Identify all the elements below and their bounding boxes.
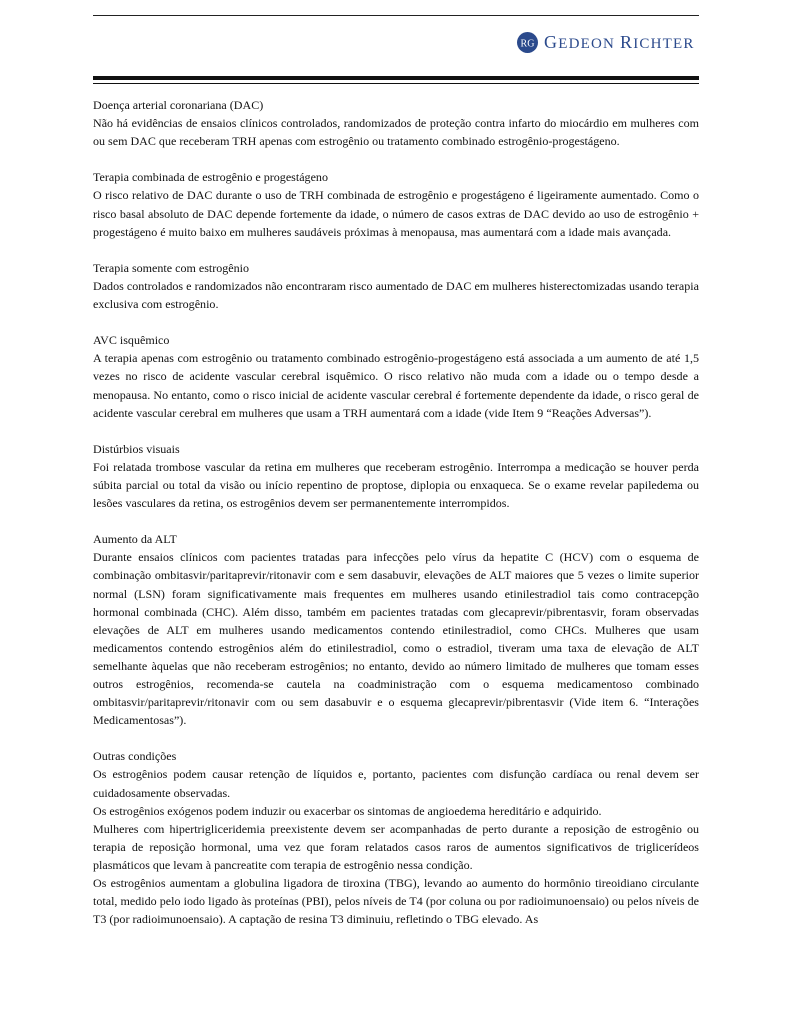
logo-mark-icon bbox=[517, 32, 538, 53]
section-paragraph: A terapia apenas com estrogênio ou tratamento combinado estrogênio-progestágeno está associada a um aumento de até 1,5 vezes no risco de acidente vascular cerebral isquêmico. O risco relativo não muda com a idade ou o tempo desde a menopausa. No entanto, como o risco inicial de acidente vascular cerebral é fortemente dependente da idade, o risco geral de acidente vascular cerebral em mulheres que usam a TRH aumentará com a idade (vide Item 9 “Reações Adversas”). bbox=[93, 351, 699, 420]
section-paragraph: Dados controlados e randomizados não encontraram risco aumentado de DAC em mulheres histerectomizadas usando terapia exclusiva com estrogênio. bbox=[93, 278, 699, 312]
section-heading: Terapia combinada de estrogênio e progestágeno bbox=[93, 170, 328, 185]
section bbox=[93, 259, 699, 313]
section bbox=[93, 168, 699, 240]
section bbox=[93, 530, 699, 729]
document-body bbox=[93, 96, 699, 946]
top-rule bbox=[93, 15, 699, 16]
brand-name: GEDEON RICHTER bbox=[544, 31, 695, 52]
section bbox=[93, 331, 699, 421]
section-heading: Doença arterial coronariana (DAC) bbox=[93, 98, 264, 112]
section bbox=[93, 747, 699, 928]
section-heading: Terapia somente com estrogênio bbox=[93, 260, 250, 275]
section-paragraph: Mulheres com hipertrigliceridemia preexistente devem ser acompanhadas de perto durante a reposição de estrogênio ou terapia de reposição hormonal, uma vez que foram relatados casos raros de aumentos significativos de triglicerídeos plasmáticos que levam à pancreatite com terapia de estrogênio nessa condição. bbox=[93, 821, 699, 872]
header-rule-thin bbox=[93, 83, 699, 84]
section-heading: Distúrbios visuais bbox=[93, 441, 180, 456]
section-heading: Outras condições bbox=[93, 749, 177, 764]
section-paragraph: O risco relativo de DAC durante o uso de TRH combinada de estrogênio e progestágeno é ligeiramente aumentado. Como o risco basal absoluto de DAC depende fortemente da idade, o número de casos extras de DAC devido ao uso de estrogênio + progestágeno é muito baixo em mulheres saudáveis próximas à menopausa, mas aumentará com a idade mais avançada. bbox=[93, 188, 699, 239]
section-heading: Aumento da ALT bbox=[93, 532, 177, 547]
logo-mark-letters: RG bbox=[520, 38, 535, 49]
section-paragraph: Foi relatada trombose vascular da retina em mulheres que receberam estrogênio. Interrompa a medicação se houver perda súbita parcial ou total da visão ou início repentino de proptose, diplopia ou enxaqueca. Se o exame revelar papiledema ou lesões vasculares da retina, os estrogênios devem ser permanentemente interrompidos. bbox=[93, 459, 699, 511]
section-heading: AVC isquêmico bbox=[93, 333, 170, 348]
header-rule-thick bbox=[93, 76, 699, 80]
section bbox=[93, 96, 699, 150]
section-paragraph: Não há evidências de ensaios clínicos controlados, randomizados de proteção contra infarto do miocárdio em mulheres com ou sem DAC que receberam TRH apenas com estrogênio ou tratamento combinado estrogênio-progestágeno. bbox=[93, 116, 699, 149]
section bbox=[93, 440, 699, 512]
section-paragraph: Durante ensaios clínicos com pacientes tratadas para infecções pelo vírus da hepatite C (HCV) com o esquema de combinação ombitasvir/paritaprevir/ritonavir com e sem dasabuvir, elevações de ALT maiores que 5 vezes o limite superior normal (LSN) foram significativamente mais frequentes em mulheres usando etinilestradiol tais como contracepção hormonal combinada (CHC). Além disso, também em pacientes tratadas com glecaprevir/pibrentasvir, foram observadas elevações de ALT em mulheres usando medicamentos contendo etinilestradiol, como CHCs. Mulheres que usam medicamentos contendo estrogênios além do etinilestradiol, como o estradiol, tiveram uma taxa de elevação de ALT semelhante àquelas que não receberam estrogênios; no entanto, devido ao número limitado de mulheres que tomam esses outros estrogênios, recomenda-se cautela na coadministração com o esquema medicamentoso combinado ombitasvir/paritaprevir/ritonavir com ou sem dasabuvir e o esquema glecaprevir/pibrentasvir (Vide item 6. “Interações Medicamentosas”). bbox=[93, 550, 699, 728]
section-paragraph: Os estrogênios aumentam a globulina ligadora de tiroxina (TBG), levando ao aumento do hormônio tireoidiano circulante total, medido pelo iodo ligado às proteínas (PBI), pelos níveis de T4 (por coluna ou por radioimunoensaio) ou pelos níveis de T3 (por radioimunoensaio). A captação de resina T3 diminuiu, refletindo o TBG elevado. As bbox=[93, 876, 699, 927]
gedeon-richter-logo bbox=[517, 30, 695, 54]
section-paragraph: Os estrogênios podem causar retenção de líquidos e, portanto, pacientes com disfunção cardíaca ou renal devem ser cuidadosamente observadas. bbox=[93, 767, 699, 800]
section-paragraph: Os estrogênios exógenos podem induzir ou exacerbar os sintomas de angioedema hereditário e adquirido. bbox=[93, 803, 602, 818]
